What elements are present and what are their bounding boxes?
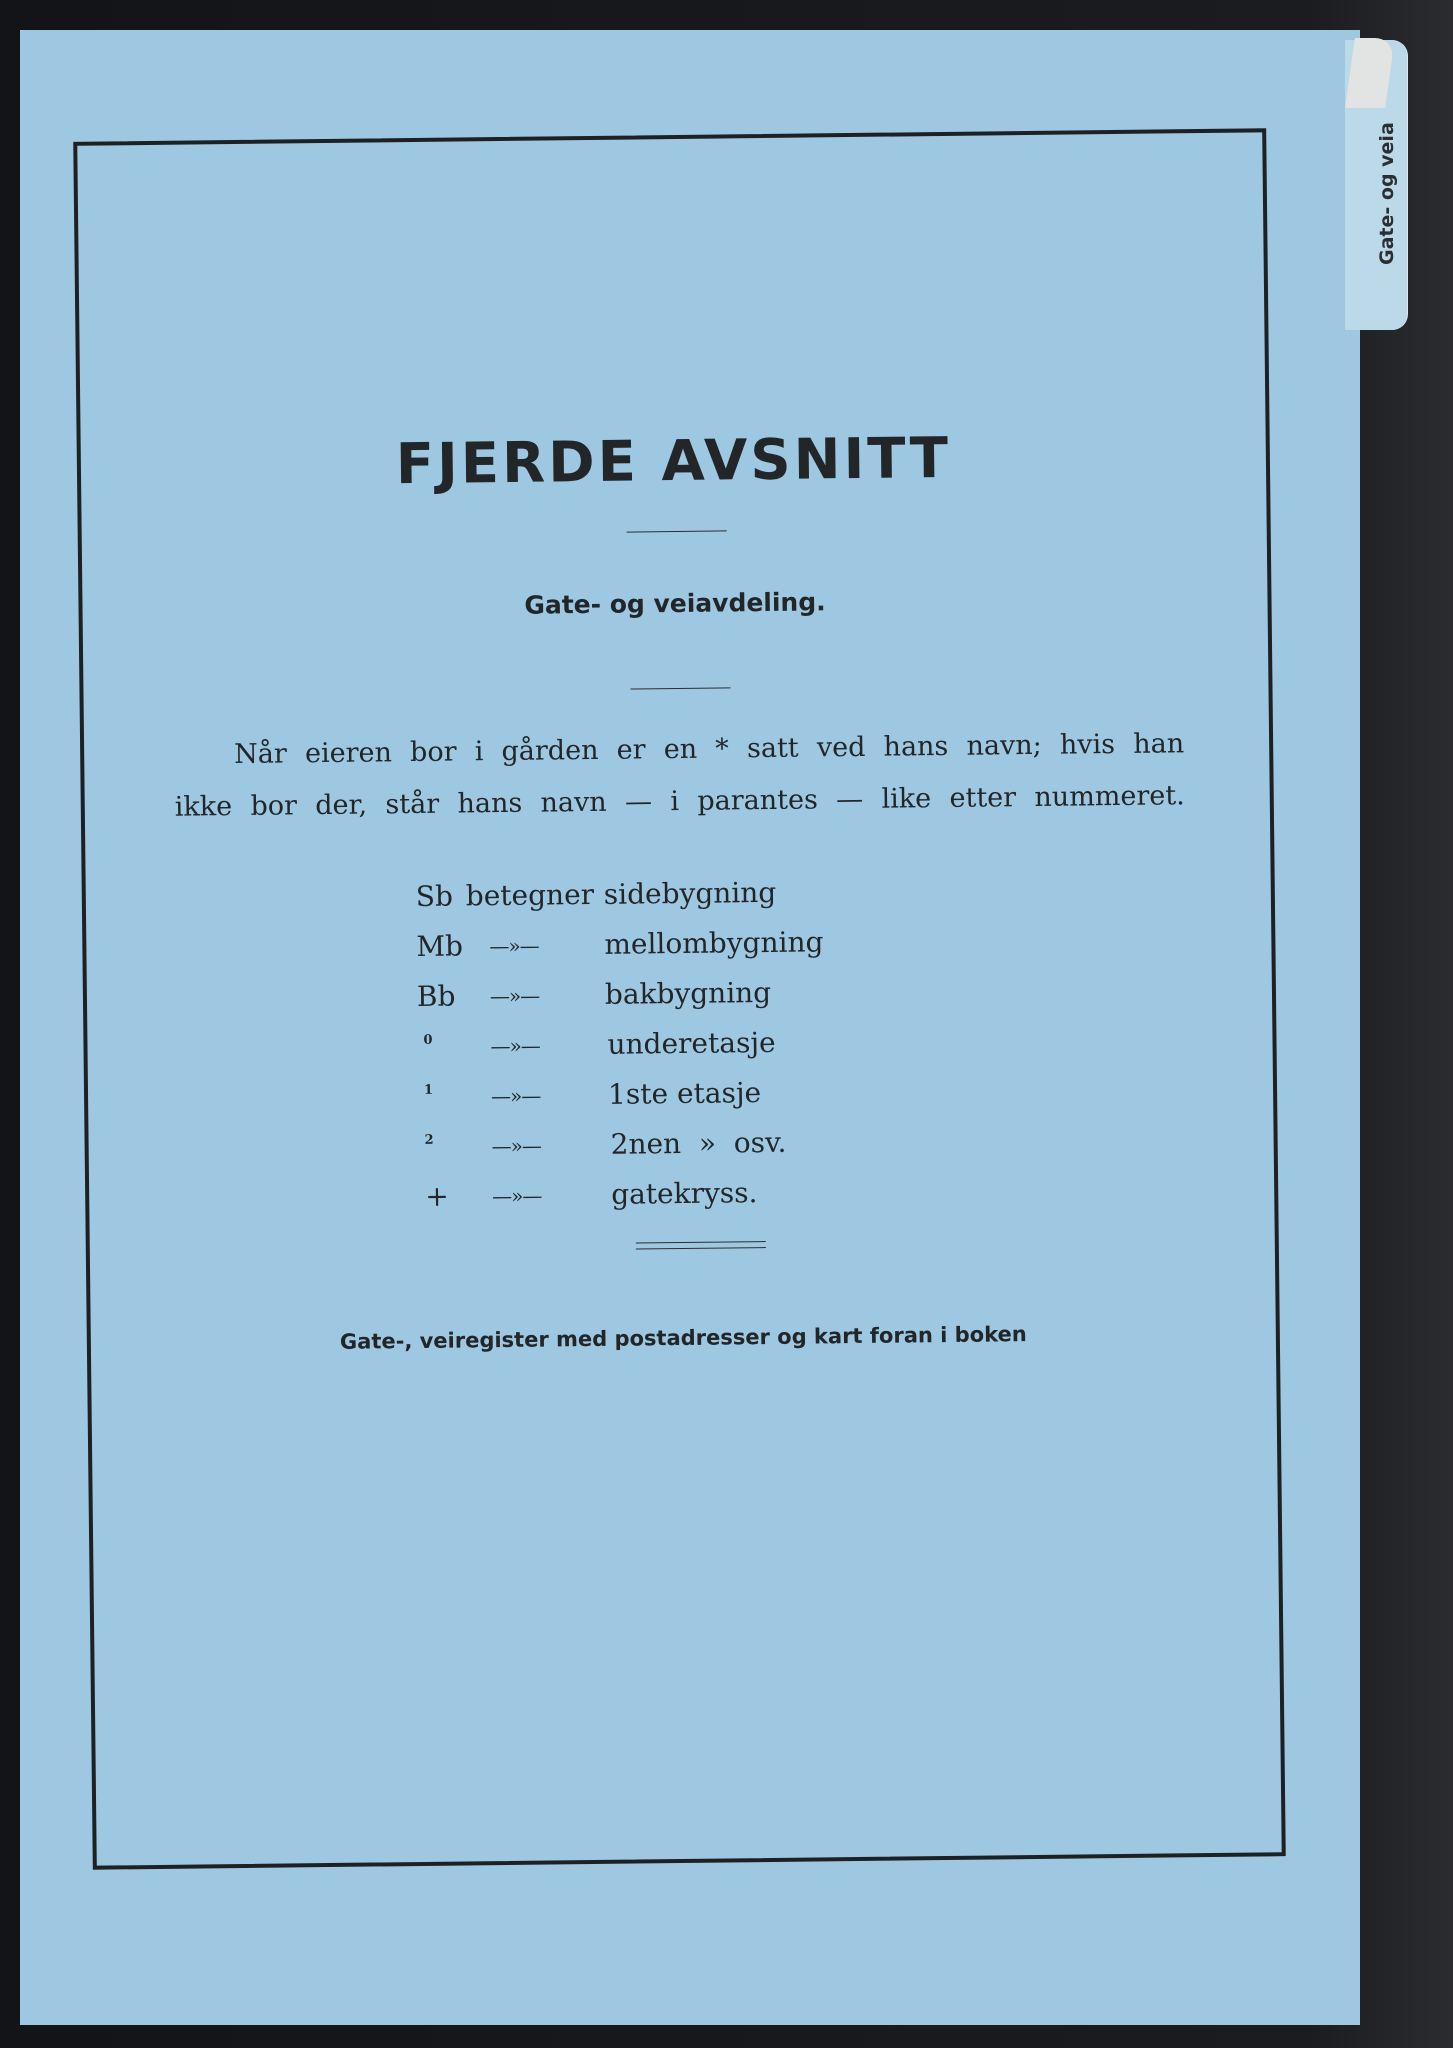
legend-ditto: —»— [489, 933, 539, 959]
legend-meaning: sidebygning [603, 875, 777, 911]
page-frame [73, 128, 1286, 1869]
legend-row [419, 1172, 758, 1222]
legend-abbr: 1 [423, 1082, 434, 1098]
title-divider [627, 530, 727, 532]
legend-meaning: mellombygning [604, 925, 824, 961]
legend-meaning: bakbygning [604, 975, 772, 1011]
page-content [77, 132, 1281, 1865]
legend-abbr: Mb [416, 929, 464, 963]
legend-abbr: + [425, 1179, 449, 1213]
legend-ditto: —»— [491, 1133, 542, 1159]
legend-abbr: Bb [416, 979, 456, 1013]
legend-designates: betegner [465, 877, 595, 913]
section-double-divider [636, 1241, 766, 1249]
abbreviation-legend [415, 872, 824, 1222]
legend-ditto: —»— [490, 1083, 541, 1109]
legend-row [418, 1122, 787, 1172]
footer-note: Gate-, veiregister med postadresser og kart foran i boken [339, 1322, 1027, 1354]
legend-meaning: gatekryss. [611, 1176, 758, 1211]
page-title: FJERDE AVSNITT [395, 425, 952, 498]
index-tab-label: Gate- og veia [1376, 122, 1398, 265]
legend-row [416, 972, 772, 1022]
legend-ditto: —»— [490, 1033, 540, 1059]
intro-line-1: Når eieren bor i gården er en * satt ved hans navn; hvis han [234, 728, 1185, 771]
page-subtitle: Gate- og veiavdeling. [524, 587, 826, 620]
legend-abbr: 2 [424, 1132, 434, 1148]
subtitle-divider [630, 687, 730, 689]
legend-row [418, 1072, 762, 1122]
legend-meaning: 1ste etasje [607, 1076, 762, 1111]
intro-line-2: ikke bor der, står hans navn — i parantes — like etter nummeret. [174, 780, 1185, 823]
legend-row [415, 872, 777, 922]
legend-row [417, 1022, 776, 1072]
legend-meaning: 2nen » osv. [610, 1125, 787, 1161]
legend-meaning: underetasje [607, 1025, 776, 1061]
intro-paragraph [174, 718, 1185, 833]
legend-ditto: —»— [489, 983, 540, 1009]
legend-ditto: —»— [492, 1183, 542, 1209]
legend-abbr: Sb [415, 879, 454, 913]
legend-abbr: 0 [423, 1032, 433, 1048]
legend-row [416, 922, 824, 972]
